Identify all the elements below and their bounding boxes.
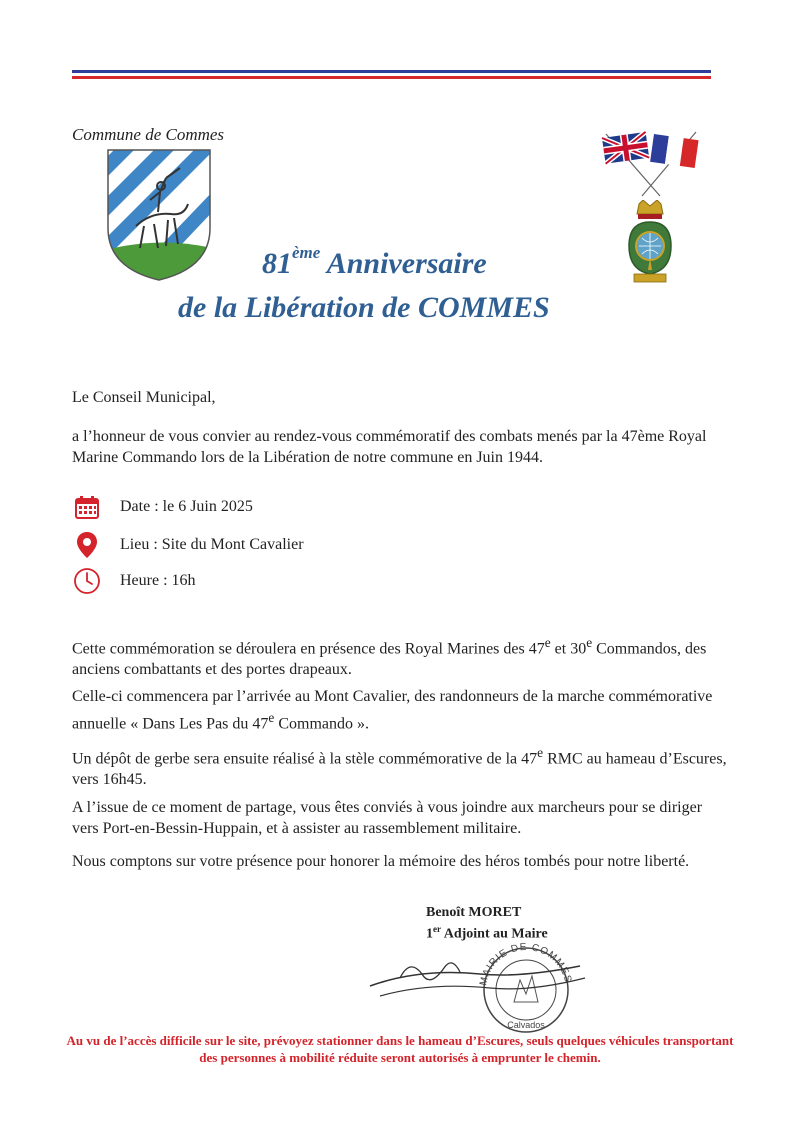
time-text: Heure : 16h — [120, 572, 196, 589]
header-rule-red — [72, 76, 711, 79]
role-text: Adjoint au Maire — [441, 926, 548, 942]
commune-name: Commune de Commes — [72, 125, 225, 144]
paragraph-sharing: A l’issue de ce moment de partage, vous êtes conviés à vous joindre aux marcheurs pour se diriger vers Port-en-Bessin-Huppain, et à assister au rassemblement militaire. — [72, 799, 703, 837]
p3-part-b: RMC au hameau d’Escures, vers 16h45. — [72, 750, 727, 789]
role-number: 1 — [426, 926, 433, 942]
p1-part-c: Commandos, des anciens combattants et des portes drapeaux. — [72, 640, 707, 679]
svg-text:MAIRIE DE COMMES: MAIRIE DE COMMES — [478, 941, 574, 987]
paragraph-wreath — [72, 742, 727, 790]
signatory-name: Benoît MORET — [426, 905, 522, 920]
p2-sup: e — [268, 710, 275, 725]
place-row — [72, 530, 304, 560]
p1-sup-2: e — [586, 635, 593, 650]
royal-marines-badge-logo — [621, 200, 679, 288]
p1-sup-1: e — [544, 635, 551, 650]
access-notice: Au vu de l’accès difficile sur le site, prévoyez stationner dans le hameau d’Escures, seuls quelques véhicules transportant des personnes à mobilité réduite seront autorisés à emprunter le chemin. — [66, 1033, 734, 1065]
map-pin-icon — [72, 530, 102, 560]
p1-part-a: Cette commémoration se déroulera en présence des Royal Marines des 47 — [72, 640, 545, 658]
greeting: Le Conseil Municipal, — [72, 389, 216, 406]
time-row — [72, 566, 196, 596]
place-text: Lieu : Site du Mont Cavalier — [120, 536, 304, 553]
date-text: Date : le 6 Juin 2025 — [120, 498, 253, 515]
crossed-flags-icon — [598, 128, 704, 198]
coat-of-arms-logo — [106, 148, 212, 282]
title-superscript: ème — [292, 243, 321, 262]
mairie-stamp-and-signature — [360, 938, 590, 1036]
calendar-icon — [72, 492, 102, 522]
role-superscript: er — [433, 924, 441, 934]
p2-part-b: Commando ». — [274, 715, 369, 733]
date-row — [72, 492, 253, 522]
title-line-2: de la Libération de COMMES — [178, 291, 550, 324]
paragraph-arrival — [72, 686, 727, 734]
title-number: 81 — [262, 247, 292, 280]
paragraph-presence — [72, 632, 727, 680]
paragraph-closing: Nous comptons sur votre présence pour honorer la mémoire des héros tombés pour notre liberté. — [72, 853, 690, 870]
clock-icon — [72, 566, 102, 596]
title-anniversaire: Anniversaire — [326, 247, 487, 280]
p2-part-a: Celle-ci commencera par l’arrivée au Mont Cavalier, des randonneurs de la marche commémorative annuelle « Dans Les Pas du 47 — [72, 688, 713, 733]
p3-sup: e — [537, 745, 544, 760]
intro-paragraph: a l’honneur de vous convier au rendez-vous commémoratif des combats menés par la 47ème Royal Marine Commando lors de la Libération de notre commune en Juin 1944. — [72, 428, 707, 466]
p1-part-b: et 30 — [550, 640, 587, 658]
p3-part-a: Un dépôt de gerbe sera ensuite réalisé à la stèle commémorative de la 47 — [72, 750, 538, 768]
svg-text:Calvados: Calvados — [507, 1020, 545, 1030]
title-line-1 — [262, 243, 487, 281]
